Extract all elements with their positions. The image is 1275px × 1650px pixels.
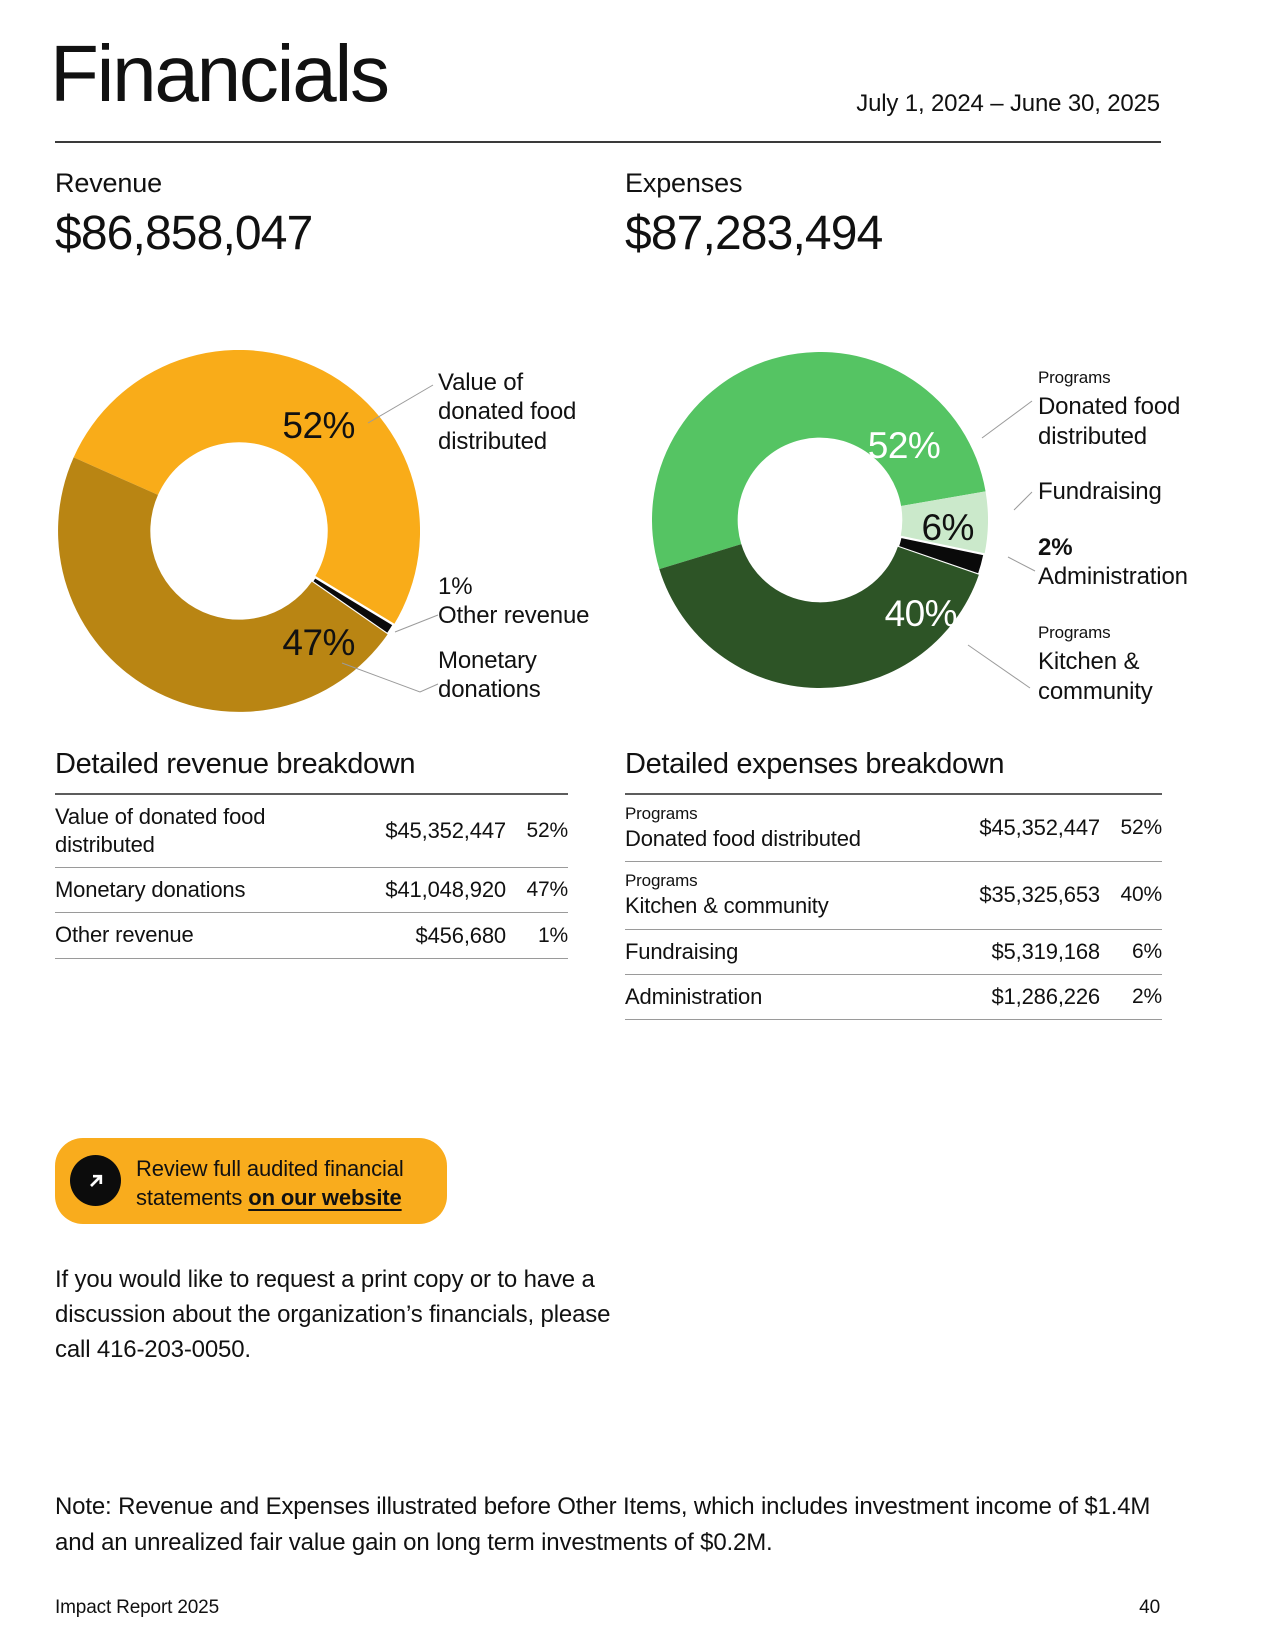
- callout-label: Value of donated food distributed: [438, 369, 577, 455]
- row-label: [625, 803, 965, 853]
- table-row: [625, 975, 1162, 1020]
- row-percent: 6%: [1131, 939, 1162, 963]
- revenue-breakdown-table: [55, 748, 568, 959]
- expenses-donut: [652, 352, 988, 688]
- row-value: $41,048,920: [385, 877, 506, 903]
- date-range: July 1, 2024 – June 30, 2025: [856, 90, 1160, 117]
- expenses-pct-donated-food: 52%: [867, 425, 941, 467]
- row-label: Fundraising: [625, 938, 739, 964]
- table-row: [55, 913, 568, 958]
- callout-value-of-donated-food: [438, 368, 588, 456]
- revenue-donut-chart: [55, 345, 590, 717]
- row-percent: 47%: [526, 878, 568, 902]
- row-kicker: Programs: [625, 804, 698, 823]
- callout-pct: 2%: [1038, 534, 1073, 561]
- callout-label: Other revenue: [438, 602, 590, 630]
- review-statements-button[interactable]: [55, 1138, 447, 1224]
- row-label-text: Donated food distributed: [625, 826, 861, 852]
- row-label: Other revenue: [55, 922, 194, 948]
- note-paragraph: Note: Revenue and Expenses illustrated before Other Items, which includes investment income of $1.4M and an unrealized fair value gain on long term investments of $0.2M.: [55, 1493, 1151, 1557]
- revenue-total-amount: $86,858,047: [55, 207, 313, 260]
- row-value: $45,352,447: [979, 815, 1100, 841]
- header-divider: [55, 141, 1161, 143]
- expenses-table-heading: Detailed expenses breakdown: [625, 748, 1162, 795]
- revenue-table-heading: Detailed revenue breakdown: [55, 748, 568, 795]
- callout-fundraising: [1038, 477, 1208, 506]
- table-row: [625, 862, 1162, 929]
- row-kicker: Programs: [625, 871, 698, 891]
- row-label: Monetary donations: [55, 877, 246, 903]
- contact-paragraph: If you would like to request a print copy or to have a discussion about the organization’s financials, please call 416-203-0050.: [55, 1266, 611, 1364]
- callout-monetary-donations: [438, 646, 578, 705]
- revenue-pct-donated-food: 52%: [282, 405, 355, 447]
- cta-text: [136, 1154, 404, 1213]
- arrow-up-right-icon: [84, 1169, 108, 1193]
- row-percent: 40%: [1120, 883, 1162, 907]
- cta-line1: Review full audited financial: [136, 1156, 404, 1181]
- expenses-pct-fundraising: 6%: [921, 507, 974, 549]
- table-row: [625, 795, 1162, 862]
- row-value: $1,286,226: [991, 983, 1100, 1009]
- footer-page-number: 40: [1139, 1597, 1160, 1618]
- callout-label: Kitchen & community: [1038, 648, 1153, 705]
- revenue-section-label: Revenue: [55, 168, 162, 198]
- row-value: $35,325,653: [979, 882, 1100, 908]
- row-percent: 52%: [1120, 816, 1162, 840]
- row-value: $456,680: [415, 922, 506, 948]
- row-label: Value of donated food distributed: [55, 804, 266, 858]
- callout-label: Fundraising: [1038, 478, 1162, 505]
- callout-kicker: Programs: [1038, 623, 1111, 642]
- callout-pct: 1%: [438, 573, 473, 600]
- expenses-donut-chart: [625, 345, 1188, 717]
- row-value: $45,352,447: [385, 818, 506, 844]
- row-label: Administration: [625, 983, 763, 1009]
- callout-label: Monetary donations: [438, 647, 541, 704]
- callout-administration: [1038, 533, 1218, 592]
- table-row: [625, 930, 1162, 975]
- expenses-breakdown-table: [625, 748, 1162, 1020]
- arrow-circle: [70, 1155, 121, 1206]
- website-link[interactable]: on our website: [248, 1185, 402, 1211]
- row-percent: 52%: [526, 819, 568, 843]
- expenses-total-amount: $87,283,494: [625, 207, 883, 260]
- revenue-pct-monetary-donations: 47%: [282, 622, 355, 664]
- row-percent: 2%: [1131, 984, 1162, 1008]
- expenses-section-label: Expenses: [625, 168, 743, 198]
- callout-programs-kitchen-community: [1038, 622, 1203, 706]
- row-label: [625, 870, 965, 920]
- footer-report-title: Impact Report 2025: [55, 1597, 219, 1618]
- table-row: [55, 795, 568, 868]
- row-label-text: Kitchen & community: [625, 893, 829, 919]
- row-percent: 1%: [537, 923, 568, 947]
- row-value: $5,319,168: [991, 938, 1100, 964]
- callout-other-revenue: [438, 572, 628, 631]
- revenue-donut: [58, 350, 420, 712]
- callout-kicker: Programs: [1038, 368, 1111, 387]
- cta-line2-prefix: statements: [136, 1185, 249, 1211]
- table-row: [55, 868, 568, 913]
- callout-programs-donated-food: [1038, 367, 1213, 451]
- callout-label: Administration: [1038, 563, 1188, 591]
- expenses-pct-kitchen-community: 40%: [884, 593, 957, 635]
- page-title: Financials: [50, 29, 388, 118]
- callout-label: Donated food distributed: [1038, 393, 1181, 450]
